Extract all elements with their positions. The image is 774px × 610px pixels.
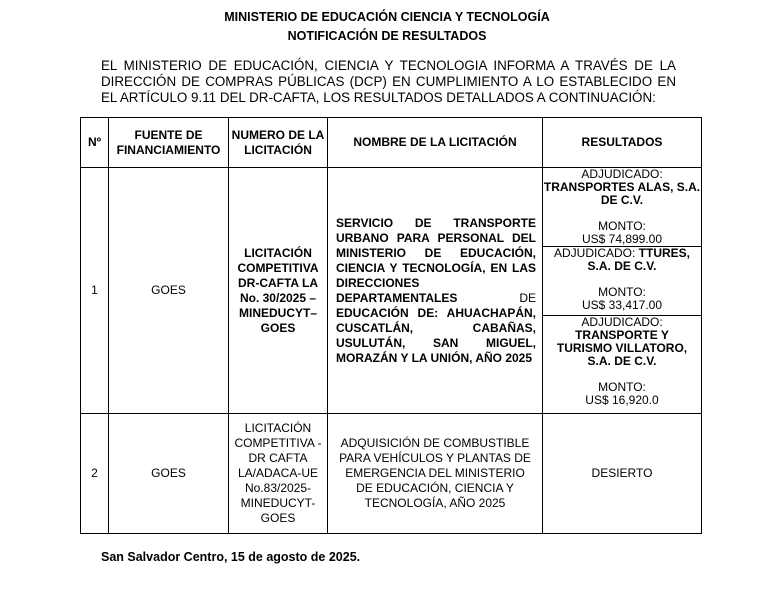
award-amount-label: MONTO: — [598, 379, 646, 394]
tender-name-part2: DE — [457, 290, 536, 305]
document-title: MINISTERIO DE EDUCACIÓN CIENCIA Y TECNOLOGÍA — [224, 10, 550, 24]
tender-number: LICITACIÓN COMPETITIVA - DR CAFTA LA/ADACA-UE No.83/2025-MINEDUCYT-GOES — [229, 414, 328, 534]
award-label: ADJUDICADO: — [581, 167, 663, 181]
award-company: TRANSPORTES ALAS, S.A. DE C.V. — [543, 180, 701, 207]
award-company: TTURES, S.A. DE C.V. — [587, 246, 691, 273]
result-status: DESIERTO — [543, 414, 702, 534]
tender-name-part3: EDUCACIÓN DE: AHUACHAPÁN, CUSCATLÁN, CABAÑAS, USULUTÁN, SAN MIGUEL, MORAZÁN Y LA UNIÓN, AÑO 2025 — [336, 305, 536, 365]
place-and-date: San Salvador Centro, 15 de agosto de 2025. — [101, 550, 361, 564]
header-tender-number: NUMERO DE LA LICITACIÓN — [229, 118, 328, 168]
tender-name — [328, 168, 543, 414]
award-amount: US$ 16,920.0 — [585, 392, 659, 407]
table-row — [81, 414, 702, 534]
award-amount: US$ 33,417.00 — [581, 298, 663, 312]
table-row — [81, 168, 702, 414]
row-number: 1 — [81, 168, 109, 414]
funding-source: GOES — [109, 168, 229, 414]
header-number: Nº — [81, 118, 109, 168]
row-number: 2 — [81, 414, 109, 534]
header-tender-name: NOMBRE DE LA LICITACIÓN — [328, 118, 543, 168]
intro-paragraph: EL MINISTERIO DE EDUCACIÓN, CIENCIA Y TECNOLOGIA INFORMA A TRAVÉS DE LA DIRECCIÓN DE COMPRAS PÚBLICAS (DCP) EN CUMPLIMIENTO A LO ESTABLECIDO EN EL ARTÍCULO 9.11 DEL DR-CAFTA, LOS RESULTADOS DETALLADOS A CONTINUACIÓN: — [101, 58, 676, 105]
results-cell — [543, 168, 702, 414]
document-subtitle: NOTIFICACIÓN DE RESULTADOS — [287, 29, 487, 43]
award-block — [543, 316, 701, 413]
award-label-line — [543, 247, 701, 273]
award-amount-label: MONTO: — [598, 285, 646, 299]
award-amount: US$ 74,899.00 — [581, 232, 663, 246]
award-label: ADJUDICADO: — [581, 314, 663, 329]
award-amount-label: MONTO: — [598, 219, 646, 233]
award-block — [543, 168, 701, 247]
table-header-row — [81, 118, 702, 168]
tender-name-part1: SERVICIO DE TRANSPORTE URBANO PARA PERSONAL DEL MINISTERIO DE EDUCACIÓN, CIENCIA Y TECNOLOGÍA, EN LAS DIRECCIONES DEPARTAMENTALES — [336, 215, 536, 305]
header-results: RESULTADOS — [543, 118, 702, 168]
award-block — [543, 247, 701, 316]
header-funding-source: FUENTE DE FINANCIAMIENTO — [109, 118, 229, 168]
funding-source: GOES — [109, 414, 229, 534]
award-company: TRANSPORTE Y TURISMO VILLATORO, S.A. DE C.V. — [556, 327, 688, 368]
tender-name: ADQUISICIÓN DE COMBUSTIBLE PARA VEHÍCULOS Y PLANTAS DE EMERGENCIA DEL MINISTERIO DE EDUCACIÓN, CIENCIA Y TECNOLOGÍA, AÑO 2025 — [328, 414, 543, 534]
results-table — [80, 117, 702, 534]
tender-number: LICITACIÓN COMPETITIVA DR-CAFTA LA No. 30/2025 –MINEDUCYT– GOES — [229, 168, 328, 414]
award-label: ADJUDICADO: — [553, 246, 636, 260]
